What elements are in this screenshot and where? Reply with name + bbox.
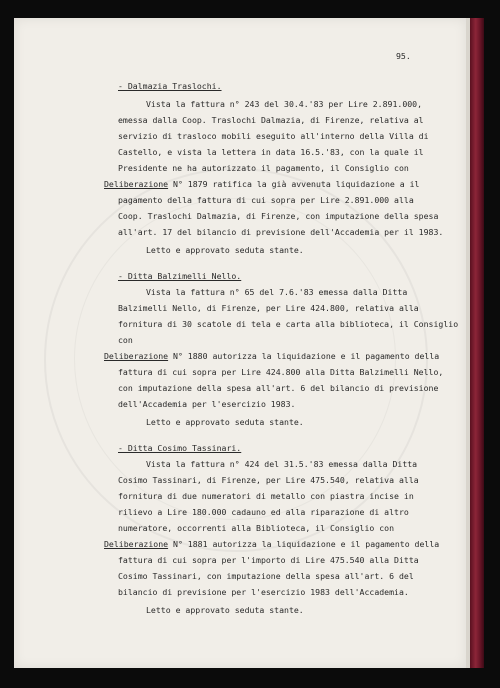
deliberation-text: N° 1879 ratifica la già avvenuta liquidazione a il [168, 179, 420, 189]
approval-line: Letto e approvato seduta stante. [146, 417, 304, 427]
deliberation-line [104, 178, 420, 191]
deliberation-label: Deliberazione [104, 179, 169, 189]
text-line: con [118, 335, 133, 345]
text-line: Vista la fattura n° 424 del 31.5.'83 emessa dalla Ditta [146, 459, 418, 469]
section-heading: - Ditta Balzimelli Nello. [118, 271, 242, 281]
section-heading: - Dalmazia Traslochi. [118, 81, 222, 91]
text-line: Cosimo Tassinari, di Firenze, per Lire 475.540, relativa alla [118, 475, 419, 485]
text-line: Castello, e vista la lettera in data 16.5.'83, con la quale il [118, 147, 424, 157]
text-line: Cosimo Tassinari, con imputazione della spesa all'art. 6 del [118, 571, 414, 581]
text-line: Coop. Traslochi Dalmazia, di Firenze, con imputazione della spesa [118, 211, 439, 221]
section-heading: - Ditta Cosimo Tassinari. [118, 443, 242, 453]
text-line: rilievo a Lire 180.000 cadauno ed alla riparazione di altro [118, 507, 409, 517]
text-line: servizio di trasloco mobili eseguito all'interno della Villa di [118, 131, 429, 141]
deliberation-line [104, 350, 439, 363]
text-line: Vista la fattura n° 243 del 30.4.'83 per Lire 2.891.000, [146, 99, 423, 109]
text-line: dell'Accademia per l'esercizio 1983. [118, 399, 296, 409]
text-line: fattura di cui sopra per l'importo di Lire 475.540 alla Ditta [118, 555, 419, 565]
text-line: numeratore, occorrenti alla Biblioteca, il Consiglio con [118, 523, 395, 533]
text-line: pagamento della fattura di cui sopra per Lire 2.891.000 alla [118, 195, 414, 205]
deliberation-label: Deliberazione [104, 351, 169, 361]
text-line: fattura di cui sopra per Lire 424.800 alla Ditta Balzimelli Nello, [118, 367, 444, 377]
text-line: con imputazione della spesa all'art. 6 del bilancio di previsione [118, 383, 439, 393]
deliberation-text: N° 1881 autorizza la liquidazione e il pagamento della [168, 539, 440, 549]
deliberation-text: N° 1880 autorizza la liquidazione e il pagamento della [168, 351, 440, 361]
text-line: fornitura di 30 scatole di tela e carta alla biblioteca, il Consiglio [118, 319, 459, 329]
book-binding [470, 18, 484, 668]
text-line: fornitura di due numeratori di metallo con piastra incise in [118, 491, 414, 501]
approval-line: Letto e approvato seduta stante. [146, 245, 304, 255]
text-line: all'art. 17 del bilancio di previsione dell'Accademia per il 1983. [118, 227, 444, 237]
text-line: bilancio di previsione per l'esercizio 1983 dell'Accademia. [118, 587, 409, 597]
text-line: Presidente ne ha autorizzato il pagamento, il Consiglio con [118, 163, 409, 173]
document-page [14, 18, 466, 668]
text-line: Balzimelli Nello, di Firenze, per Lire 424.800, relativa alla [118, 303, 419, 313]
text-line: emessa dalla Coop. Traslochi Dalmazia, di Firenze, relativa al [118, 115, 424, 125]
deliberation-label: Deliberazione [104, 539, 169, 549]
page-number: 95. [396, 51, 411, 61]
approval-line: Letto e approvato seduta stante. [146, 605, 304, 615]
text-line: Vista la fattura n° 65 del 7.6.'83 emessa dalla Ditta [146, 287, 408, 297]
deliberation-line [104, 538, 439, 551]
